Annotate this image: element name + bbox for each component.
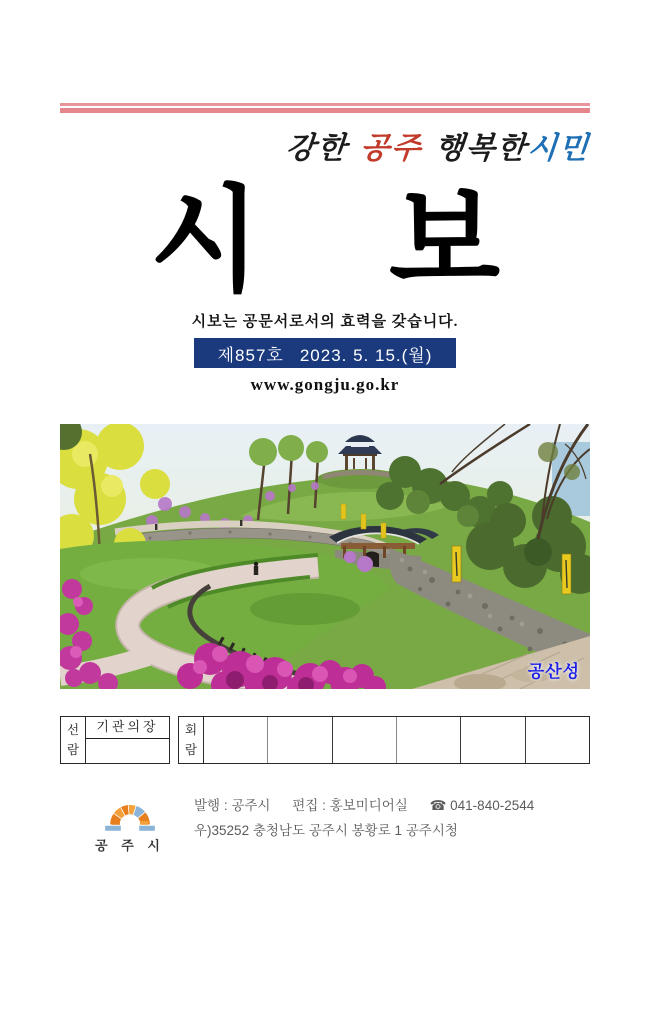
circulate-label: 회 람 [179, 717, 204, 763]
routing-table [60, 716, 590, 764]
photo-illustration [60, 424, 590, 689]
header-rule-thick [60, 108, 590, 113]
circulate-cell [267, 717, 331, 763]
walker [155, 524, 157, 530]
issue-date: 2023. 5. 15.(월) [299, 345, 433, 365]
header-rule [60, 103, 590, 113]
logo-city-name: 공 주 시 [95, 838, 165, 854]
issue-number: 제857호 [217, 345, 284, 365]
circulate-cell [525, 717, 589, 763]
photo-caption: 공산성 [527, 662, 580, 682]
walker [240, 520, 242, 526]
review-label: 선 람 [61, 717, 86, 763]
circulate-cell [332, 717, 396, 763]
publication-info [194, 788, 534, 843]
cover-photo [60, 424, 590, 689]
masthead-title-char-2: 보 [389, 177, 501, 305]
city-slogan [58, 123, 592, 167]
review-box [60, 716, 170, 764]
gongju-city-logo [90, 788, 170, 854]
issue-bar [194, 338, 456, 368]
circulate-cell [460, 717, 524, 763]
arch-logo-icon [99, 788, 161, 834]
footer [60, 788, 590, 854]
circulate-box [178, 716, 590, 764]
slogan-part-3: 행복한 [433, 131, 530, 166]
person [254, 562, 258, 575]
legal-notice: 시보는 공문서로서의 효력을 갖습니다. [191, 314, 459, 331]
slogan-part-2: 공주 [358, 131, 424, 166]
website-url: www.gongju.go.kr [250, 375, 400, 395]
gazette-cover-page [60, 103, 590, 854]
circulate-cell [396, 717, 460, 763]
editor: 편집 : 홍보미디어실 [292, 798, 408, 814]
slogan-part-4: 시민 [526, 131, 592, 166]
circulate-cell [204, 717, 267, 763]
masthead-title-char-1: 시 [149, 177, 261, 305]
address: 우)35252 충청남도 공주시 봉황로 1 공주시청 [194, 823, 458, 839]
review-header-cell: 기관의장 [86, 717, 169, 739]
review-stamp-cell [86, 739, 169, 763]
masthead-title [60, 177, 590, 305]
phone-number: ☎ 041-840-2544 [429, 798, 535, 814]
publisher: 발행 : 공주시 [194, 798, 271, 814]
slogan-part-1: 강한 [284, 131, 350, 166]
